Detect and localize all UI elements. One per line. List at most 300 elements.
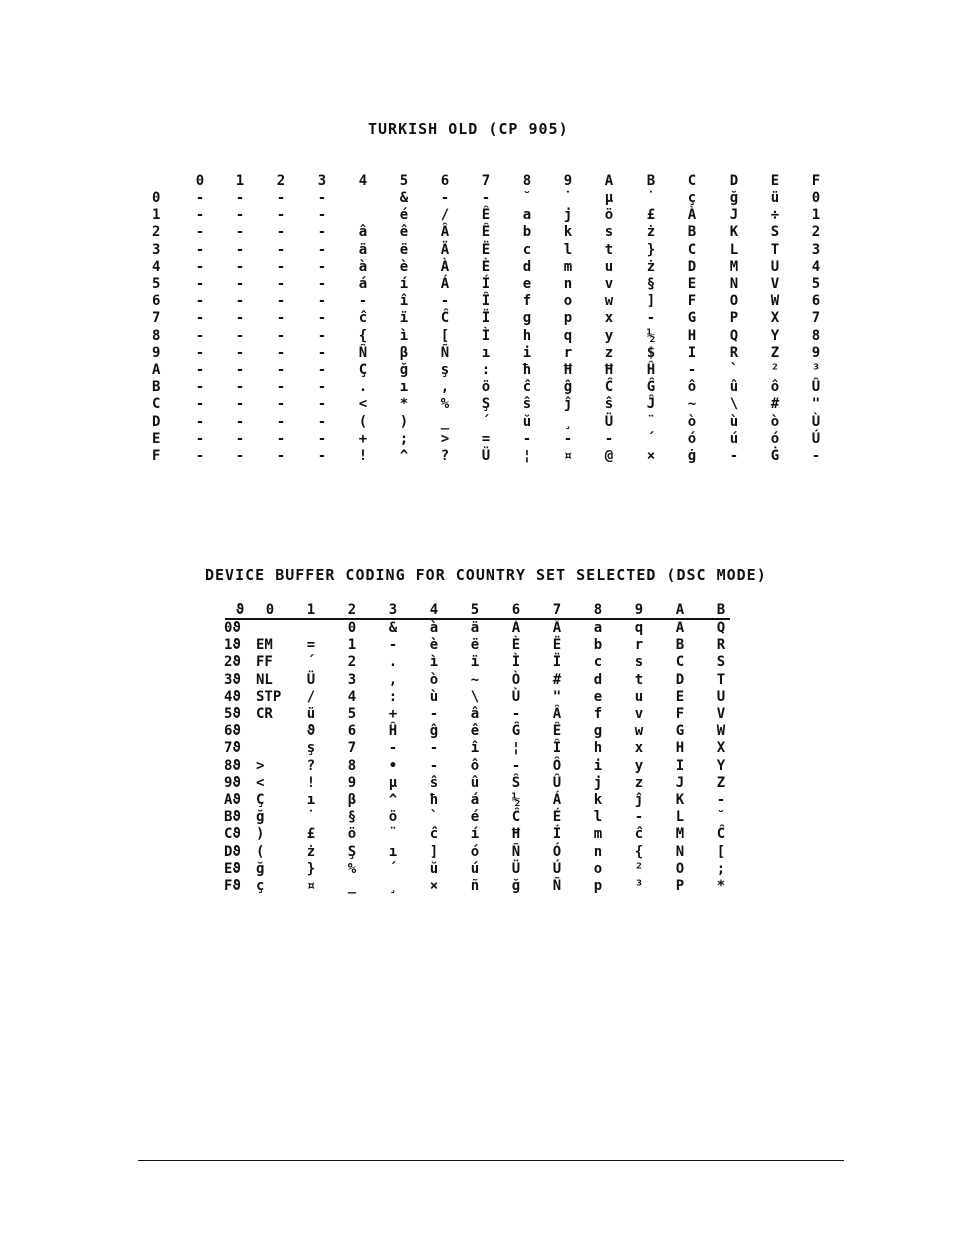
table-cell: Ü (511, 860, 521, 877)
table-cell: ) (256, 826, 265, 843)
table-cell: á (470, 792, 480, 808)
row-header: 0 (152, 190, 161, 206)
table-cell: é (470, 809, 480, 826)
table-cell: 6 (811, 293, 821, 310)
table-cell: M (675, 826, 685, 843)
table-cell: Î (481, 293, 491, 310)
table-cell: ; (399, 430, 409, 447)
table-cell: á (358, 276, 368, 292)
table-cell: ˙ (306, 809, 316, 826)
row-header: 6 (152, 293, 161, 310)
column-header: 6 (511, 602, 521, 618)
table-cell: & (399, 190, 409, 206)
table-cell: L (675, 809, 685, 826)
table-cell: X (716, 740, 726, 757)
table-cell: - (235, 327, 245, 344)
table-cell: ] (646, 293, 656, 310)
table-cell: í (470, 826, 480, 843)
table-cell: - (276, 190, 286, 206)
table-cell: - (235, 224, 245, 241)
table-cell: 4 (347, 688, 357, 705)
table-cell: - (195, 293, 205, 310)
table-cell: ¤ (563, 448, 573, 464)
column-header: 4 (358, 173, 368, 189)
table-cell: Y (716, 757, 726, 774)
table-cell: _ (440, 413, 450, 430)
table-cell: - (235, 344, 245, 361)
table-cell: C (687, 241, 697, 258)
row-header: D (152, 413, 161, 430)
table-cell: ş (440, 362, 450, 378)
table-cell: K (729, 224, 739, 241)
row-header: 5 (152, 276, 161, 292)
table-cell: Ô (552, 757, 562, 774)
table-cell: L (729, 241, 739, 258)
column-header: E (770, 173, 780, 189)
table-cell: Ó (552, 843, 562, 860)
table-cell: % (440, 396, 450, 413)
table-cell: P (675, 878, 685, 894)
table-cell: µ (388, 774, 398, 791)
table-cell: Ï (481, 310, 491, 327)
table-cell: - (235, 396, 245, 413)
table-cell: Ê (552, 723, 562, 740)
table-cell: # (552, 671, 562, 688)
table-cell: - (235, 293, 245, 310)
column-header: 7 (481, 173, 491, 189)
table-cell: Ú (552, 860, 562, 877)
column-header: D (729, 173, 739, 189)
table-cell: Ì (511, 654, 521, 671)
table-cell: , (440, 379, 450, 396)
table-cell: ^ (388, 792, 398, 808)
table-cell: = (481, 430, 491, 447)
table-cell: - (522, 430, 532, 447)
table-cell: - (195, 362, 205, 378)
table-cell: D (687, 258, 697, 275)
table-cell: - (511, 706, 521, 722)
table-cell: ` (729, 362, 739, 378)
table-cell: - (195, 258, 205, 275)
table-cell: Ĥ (646, 362, 656, 378)
table-cell: Í (481, 276, 491, 292)
table-cell: B (675, 637, 685, 654)
table-cell: Í (552, 826, 562, 843)
table-cell: ó (687, 430, 697, 447)
table-cell: À (511, 620, 521, 636)
table-cell: ÷ (770, 207, 780, 224)
table-cell: - (388, 740, 398, 757)
table-cell: G (675, 723, 685, 740)
table-cell: - (235, 379, 245, 396)
table-cell: S (716, 654, 726, 671)
table-cell: m (593, 826, 603, 843)
table-cell: - (481, 190, 491, 206)
table-cell: 3 (811, 241, 821, 258)
table-cell: 0 (347, 620, 357, 636)
table-cell: ú (470, 860, 480, 877)
table-cell: 2 (347, 654, 357, 671)
table-cell: { (358, 327, 368, 344)
row-header: 1ϑ (224, 637, 241, 654)
table-cell: ë (399, 241, 409, 258)
table-cell: β (399, 344, 409, 361)
table-cell: - (429, 757, 439, 774)
table-cell: - (317, 430, 327, 447)
table-cell: ô (470, 757, 480, 774)
table-cell: CR (256, 706, 273, 722)
table-cell: ŝ (604, 396, 614, 413)
column-header: 9 (563, 173, 573, 189)
table-cell: É (552, 809, 562, 826)
table-cell: - (317, 344, 327, 361)
table-cell: Ë (552, 637, 562, 654)
table-cell: ù (729, 413, 739, 430)
table-cell: a (522, 207, 532, 224)
table-cell: : (481, 362, 491, 378)
table-cell: - (317, 379, 327, 396)
table-cell: ] (429, 843, 439, 860)
table-cell: ı (481, 344, 491, 361)
table-cell: - (687, 362, 697, 378)
table-cell: Ħ (604, 362, 614, 378)
table-cell: à (358, 258, 368, 275)
table-cell: ı (306, 792, 316, 808)
table-cell: Ş (347, 843, 357, 860)
table-cell: Á (552, 792, 562, 808)
table-cell: Î (552, 740, 562, 757)
table-cell: - (604, 430, 614, 447)
table-cell: / (306, 688, 316, 705)
table-cell: Y (770, 327, 780, 344)
table-cell: c (593, 654, 603, 671)
table-cell: x (634, 740, 644, 757)
table-cell: Ñ (511, 843, 521, 860)
table-cell: - (729, 448, 739, 464)
table-cell: - (235, 190, 245, 206)
table-cell: T (716, 671, 726, 688)
table-cell: EM (256, 637, 273, 654)
row-header: 3ϑ (224, 671, 241, 688)
table-cell: - (317, 327, 327, 344)
table-cell: è (399, 258, 409, 275)
table-cell: t (634, 671, 644, 688)
table-cell: ½ (511, 792, 521, 808)
table-cell: - (276, 362, 286, 378)
table-cell: q (634, 620, 644, 636)
table-cell: ä (470, 620, 480, 636)
table-cell: ğ (256, 809, 265, 826)
table-cell: Ñ (358, 344, 368, 361)
row-header: C (152, 396, 161, 413)
table-cell: Ñ (552, 878, 562, 894)
table-cell: ö (388, 809, 398, 826)
table-cell: ó (770, 430, 780, 447)
table-cell: é (399, 207, 409, 224)
row-header: 8ϑ (224, 757, 241, 774)
table-cell: W (716, 723, 726, 740)
row-header: 5ϑ (224, 706, 241, 722)
table-cell: E (687, 276, 697, 292)
table-cell: % (347, 860, 357, 877)
table-cell: 7 (347, 740, 357, 757)
table-cell: \ (470, 688, 480, 705)
table-cell: . (388, 654, 398, 671)
table-cell: ó (470, 843, 480, 860)
table-cell: Ä (552, 620, 562, 636)
column-header: 4 (429, 602, 439, 618)
table-cell: - (276, 396, 286, 413)
table-cell: O (729, 293, 739, 310)
table-cell: q (563, 327, 573, 344)
table-cell: ğ (399, 362, 409, 378)
table-cell: - (276, 224, 286, 241)
table-cell: Ĵ (646, 396, 656, 413)
table-cell: Ñ (440, 344, 450, 361)
column-header: C (687, 173, 697, 189)
table-cell: - (358, 293, 368, 310)
table-cell: 6 (347, 723, 357, 740)
table-cell: Ú (811, 430, 821, 447)
column-header: 2 (347, 602, 357, 618)
table-cell: 5 (347, 706, 357, 722)
table-cell: r (563, 344, 573, 361)
column-header: 8 (522, 173, 532, 189)
table-cell: È (481, 258, 491, 275)
table-cell: Ĉ (511, 809, 521, 826)
table-cell: ˙ (646, 190, 656, 206)
table-cell: Z (716, 774, 726, 791)
table-cell: s (634, 654, 644, 671)
table-cell: ¸ (388, 878, 398, 894)
table-cell: â (470, 706, 480, 722)
table-cell: H (687, 327, 697, 344)
table-cell: ô (687, 379, 697, 396)
table-cell: ü (306, 706, 316, 722)
table-cell: ö (604, 207, 614, 224)
column-header: 5 (470, 602, 480, 618)
table-cell: 8 (811, 327, 821, 344)
table-cell: - (235, 310, 245, 327)
table-cell: & (388, 620, 398, 636)
table-cell: x (604, 310, 614, 327)
row-header: A (152, 362, 161, 378)
row-header: Dϑ (224, 843, 241, 860)
table-cell: f (593, 706, 603, 722)
table-cell: / (440, 207, 450, 224)
table-cell: F (687, 293, 697, 310)
table-cell: h (593, 740, 603, 757)
table-1-title: TURKISH OLD (CP 905) (368, 120, 569, 138)
table-cell: £ (306, 826, 316, 843)
column-header: 8 (593, 602, 603, 618)
table-cell: ´ (388, 860, 398, 877)
table-cell: j (593, 774, 603, 791)
table-cell: - (317, 276, 327, 292)
table-cell: ´ (646, 430, 656, 447)
table-cell: - (317, 190, 327, 206)
table-cell: C (675, 654, 685, 671)
table-cell: - (634, 809, 644, 826)
table-cell: 0 (811, 190, 821, 206)
row-header: 4ϑ (224, 688, 241, 705)
table-cell: - (646, 310, 656, 327)
table-cell: Ü (604, 413, 614, 430)
table-cell: p (563, 310, 573, 327)
table-cell: ğ (256, 860, 265, 877)
table-cell: N (729, 276, 739, 292)
table-cell: 2 (811, 224, 821, 241)
table-cell: Ê (481, 224, 491, 241)
table-cell: # (770, 396, 780, 413)
table-cell: ò (687, 413, 697, 430)
table-cell: " (552, 688, 562, 705)
row-header: 8 (152, 327, 161, 344)
table-cell: ğ (511, 878, 521, 894)
table-cell: - (276, 276, 286, 292)
table-cell: - (388, 637, 398, 654)
table-cell: - (195, 190, 205, 206)
table-cell: - (235, 413, 245, 430)
table-cell: E (675, 688, 685, 705)
table-cell: Ê (481, 207, 491, 224)
table-cell: 5 (811, 276, 821, 292)
table-cell: ù (429, 688, 439, 705)
table-cell: ϑ (306, 723, 316, 740)
row-header: 9ϑ (224, 774, 241, 791)
table-cell: è (429, 637, 439, 654)
table-cell: Ì (481, 327, 491, 344)
table-cell: - (440, 190, 450, 206)
row-header: 3 (152, 241, 161, 258)
table-cell: b (593, 637, 603, 654)
table-cell: e (522, 276, 532, 292)
table-cell: 1 (811, 207, 821, 224)
table-cell: W (770, 293, 780, 310)
column-header: A (675, 602, 685, 618)
table-cell: ż (646, 224, 656, 241)
table-cell: - (563, 430, 573, 447)
table-cell: ĉ (358, 310, 368, 327)
column-header: 9 (634, 602, 644, 618)
row-header: 4 (152, 258, 161, 275)
table-cell: O (675, 860, 685, 877)
table-cell: Ü (481, 448, 491, 464)
table-cell: y (604, 327, 614, 344)
table-cell: - (317, 310, 327, 327)
table-cell: ` (429, 809, 439, 826)
table-cell: p (593, 878, 603, 894)
table-cell: 3 (347, 671, 357, 688)
table-cell: i (522, 344, 532, 361)
table-cell: ĵ (563, 396, 573, 413)
table-cell: ) (399, 413, 409, 430)
table-cell: ! (358, 448, 368, 464)
table-cell: h (522, 327, 532, 344)
table-cell: Q (716, 620, 726, 636)
table-cell: ò (429, 671, 439, 688)
table-cell: Ş (481, 396, 491, 413)
table-cell: - (276, 258, 286, 275)
table-cell: ì (429, 654, 439, 671)
table-cell: K (675, 792, 685, 808)
table-cell: M (729, 258, 739, 275)
table-cell: ³ (811, 362, 821, 378)
table-cell: £ (646, 207, 656, 224)
table-cell: µ (604, 190, 614, 206)
column-header: 1 (306, 602, 316, 618)
table-cell: ŝ (522, 396, 532, 413)
table-cell: - (317, 224, 327, 241)
table-cell: ç (256, 878, 265, 894)
table-cell: ħ (522, 362, 532, 378)
table-cell: - (317, 413, 327, 430)
column-header: 3 (388, 602, 398, 618)
table-cell: - (440, 293, 450, 310)
table-cell: J (729, 207, 739, 224)
table-cell: > (256, 757, 265, 774)
table-cell: ² (770, 362, 780, 378)
table-cell: ı (388, 843, 398, 860)
table-cell: r (634, 637, 644, 654)
table-cell: f (522, 293, 532, 310)
table-cell: À (440, 258, 450, 275)
table-cell: NL (256, 671, 273, 688)
table-cell: ³ (634, 878, 644, 894)
table-cell: w (634, 723, 644, 740)
row-header: Cϑ (224, 826, 241, 843)
table-cell: V (716, 706, 726, 722)
table-cell: - (195, 396, 205, 413)
table-cell: < (358, 396, 368, 413)
row-header: 7 (152, 310, 161, 327)
table-cell: Ĉ (440, 310, 450, 327)
table-cell: k (563, 224, 573, 241)
row-header: 2ϑ (224, 654, 241, 671)
table-cell: - (276, 293, 286, 310)
table-cell: ê (399, 224, 409, 241)
table-cell: } (306, 860, 316, 877)
table-cell: 4 (811, 258, 821, 275)
table-cell: H (675, 740, 685, 757)
table-cell: - (317, 207, 327, 224)
table-cell: U (716, 688, 726, 705)
table-cell: Ä (440, 241, 450, 258)
table-cell: 8 (347, 757, 357, 774)
table-cell: - (317, 293, 327, 310)
table-cell: ô (770, 379, 780, 396)
column-header: 0 (195, 173, 205, 189)
table-cell: - (429, 740, 439, 757)
table-cell: ġ (687, 448, 697, 464)
table-cell: β (347, 792, 357, 808)
table-cell: T (770, 241, 780, 258)
table-cell: . (358, 379, 368, 396)
table-cell: Ĝ (646, 379, 656, 396)
table-cell: Ü (306, 671, 316, 688)
table-2-title: DEVICE BUFFER CODING FOR COUNTRY SET SELECTED (DSC MODE) (205, 566, 767, 584)
row-header: Eϑ (224, 860, 241, 877)
table-cell: l (563, 241, 573, 258)
table-cell: - (317, 362, 327, 378)
table-cell: @ (604, 448, 614, 464)
table-cell: + (358, 430, 368, 447)
table-cell: - (195, 276, 205, 292)
column-header: 7 (552, 602, 562, 618)
table-cell: e (593, 688, 603, 705)
table-cell: B (687, 224, 697, 241)
table-cell: Ĥ (388, 723, 398, 740)
